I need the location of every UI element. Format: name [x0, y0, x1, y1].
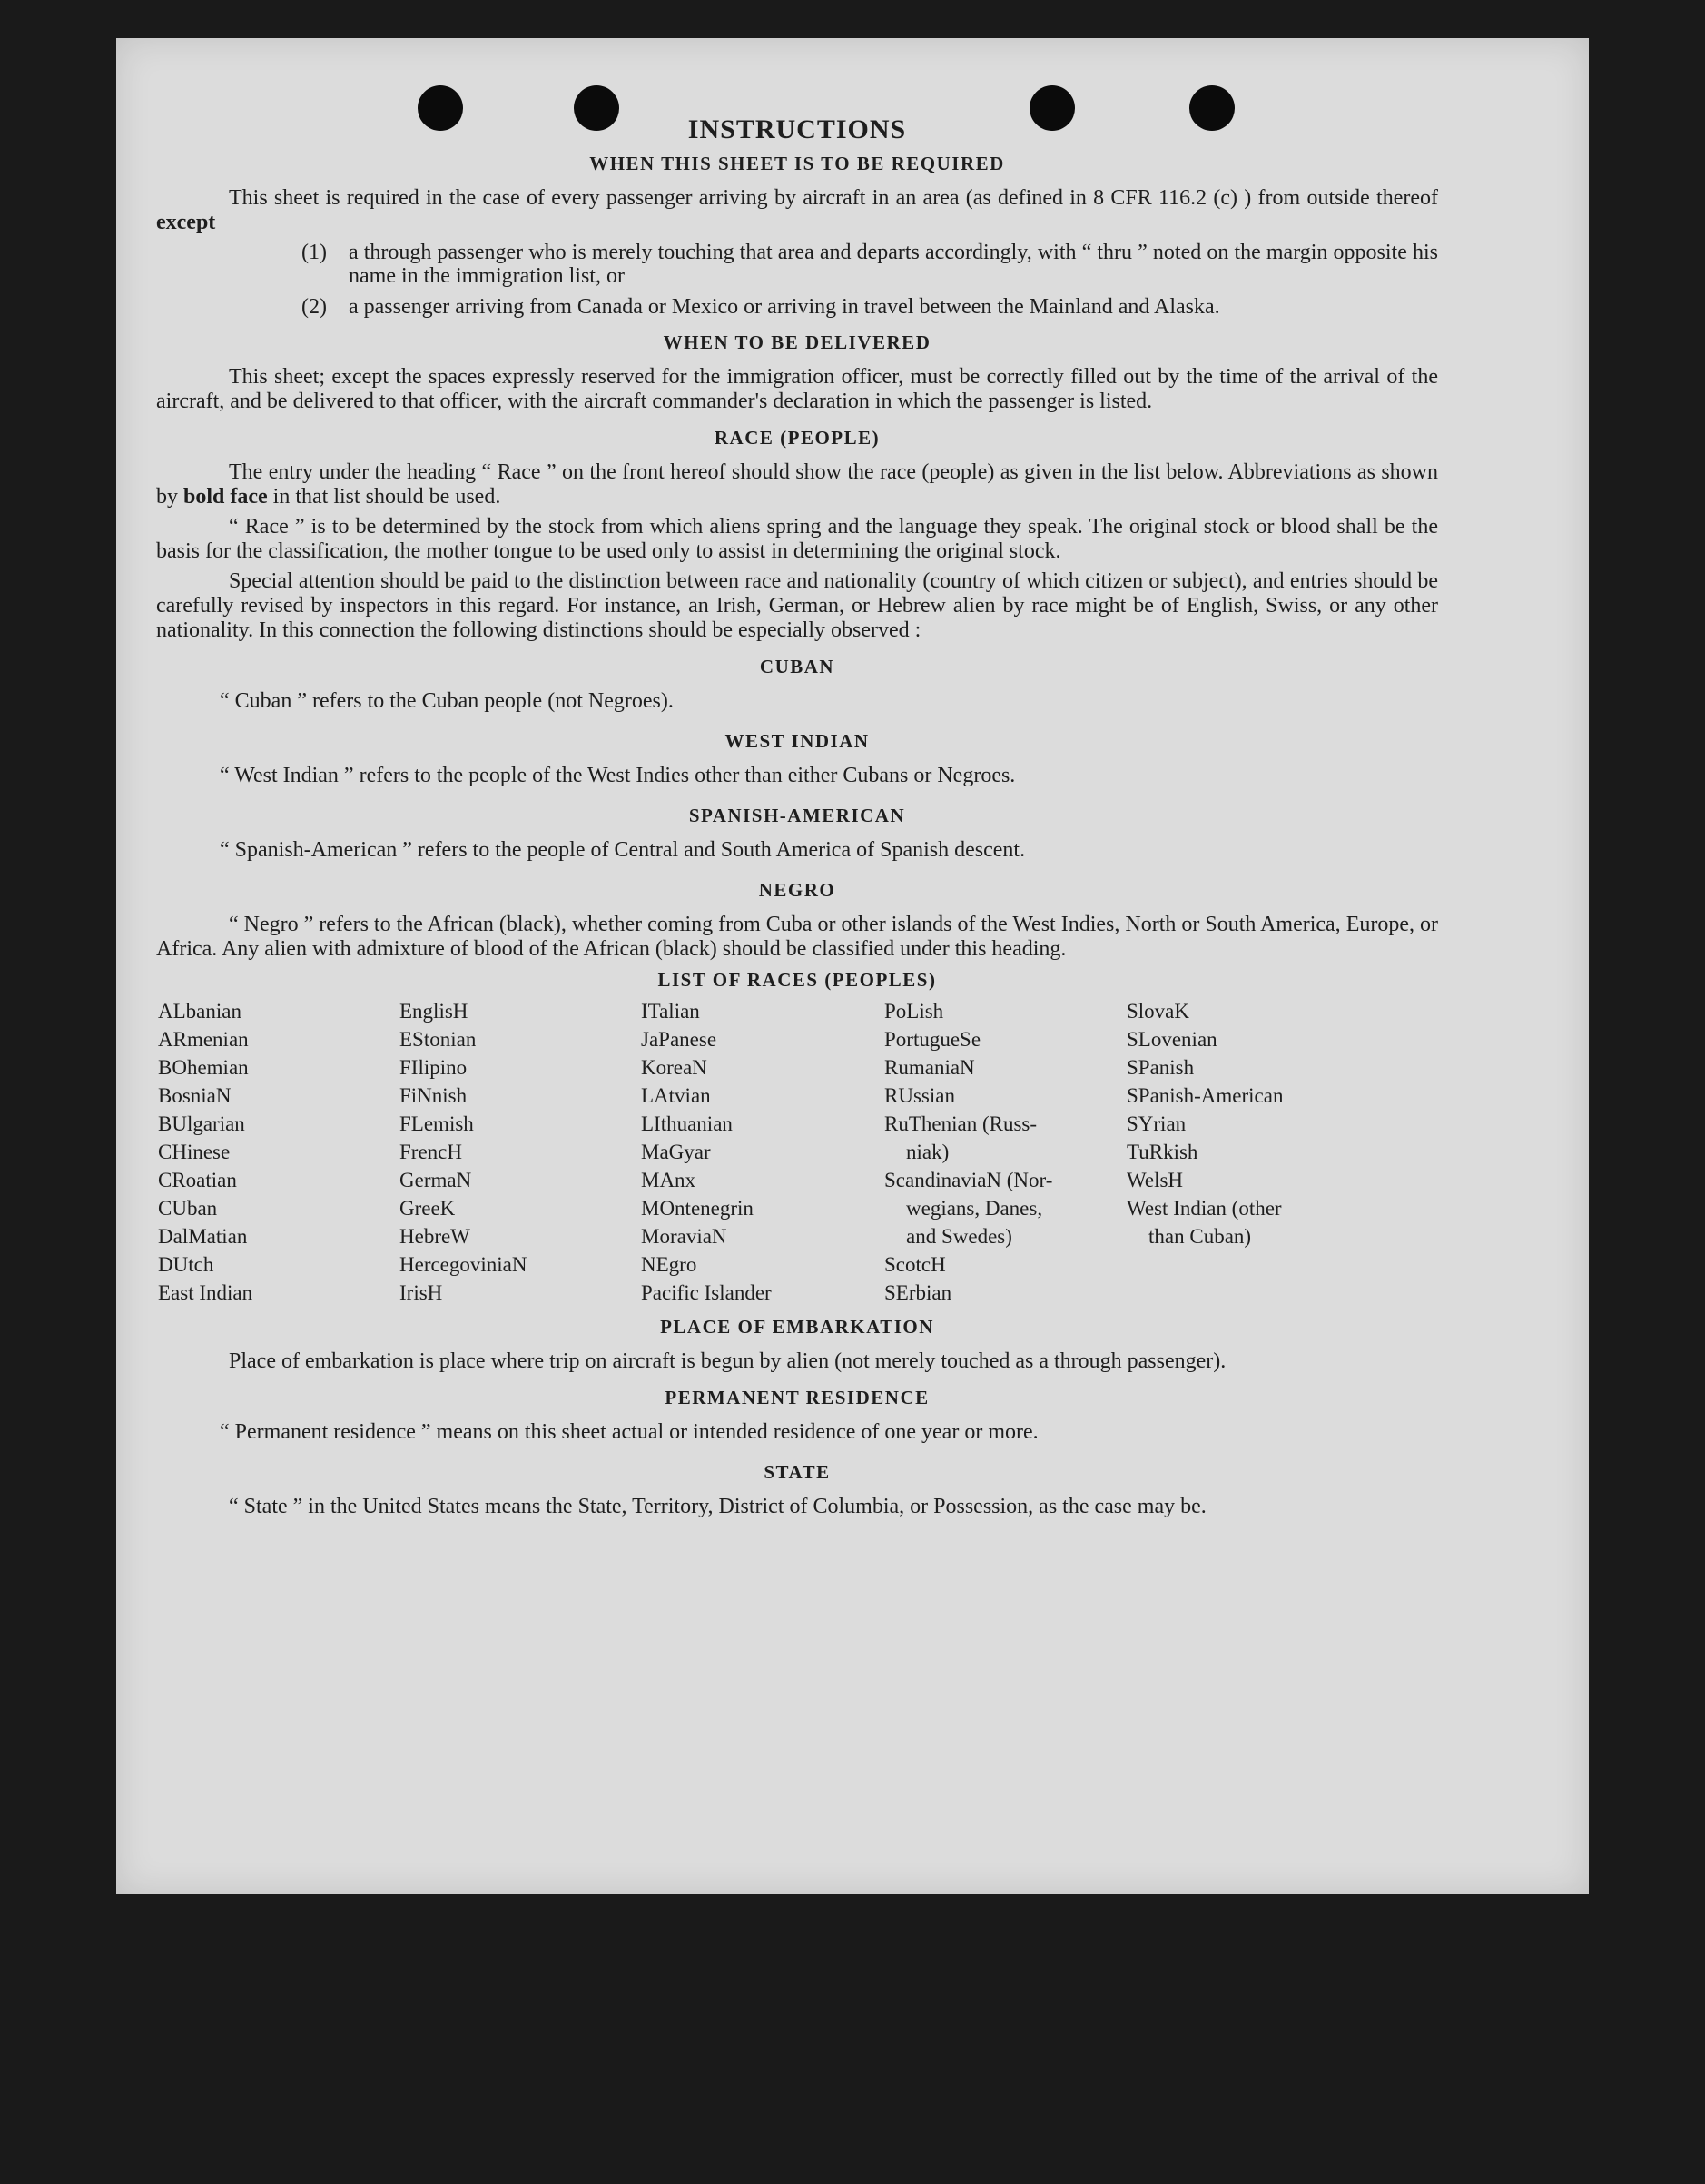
race-entry: RumaniaN — [884, 1056, 975, 1079]
race-entry: and Swedes) — [906, 1225, 1012, 1248]
race-entry: MaGyar — [641, 1141, 711, 1163]
races-list — [158, 997, 1438, 1307]
state-text: “ State ” in the United States means the State, Territory, District of Columbia, or Possession, as the case may be. — [229, 1495, 1207, 1518]
race-entry: PoLish — [884, 1000, 944, 1023]
race-entry: ScotcH — [884, 1253, 946, 1276]
race-entry: HercegoviniaN — [399, 1253, 527, 1276]
race-entry: GreeK — [399, 1197, 456, 1220]
race-entry: East Indian — [158, 1281, 253, 1304]
race-entry: SlovaK — [1127, 1000, 1189, 1023]
race-entry: FiNnish — [399, 1084, 468, 1107]
spanish-american-text: “ Spanish-American ” refers to the people of Central and South America of Spanish descent. — [220, 838, 1026, 862]
race-entry: CRoatian — [158, 1169, 237, 1191]
heading-spanish-american: SPANISH-AMERICAN — [688, 805, 906, 826]
heading-required: WHEN THIS SHEET IS TO BE REQUIRED — [589, 153, 1005, 174]
races-column — [641, 997, 884, 1307]
race-entry: MoraviaN — [641, 1225, 727, 1248]
race-entry: HebreW — [399, 1225, 470, 1248]
races-column — [399, 997, 641, 1307]
race-entry: CUban — [158, 1197, 218, 1220]
race-entry: LIthuanian — [641, 1112, 733, 1135]
heading-negro: NEGRO — [758, 879, 836, 901]
heading-delivered: WHEN TO BE DELIVERED — [663, 331, 931, 353]
race-entry: EStonian — [399, 1028, 477, 1051]
embarkation-text: Place of embarkation is place where trip on aircraft is begun by alien (not merely touched as a through passenger). — [229, 1349, 1227, 1373]
heading-embarkation: PLACE OF EMBARKATION — [660, 1316, 934, 1338]
west-indian-text: “ West Indian ” refers to the people of the West Indies other than either Cubans or Negroes. — [220, 764, 1016, 787]
race-entry: SYrian — [1127, 1112, 1187, 1135]
race-entry: TuRkish — [1127, 1141, 1198, 1163]
residence-text: “ Permanent residence ” means on this sheet actual or intended residence of one year or more. — [220, 1420, 1039, 1444]
race-entry: NEgro — [641, 1253, 697, 1276]
race-paragraph-3: Special attention should be paid to the distinction between race and nationality (country of which citizen or subject), and entries should be carefully revised by inspectors in this regard. For instance, an Irish, German, or Hebrew alien by race might be of English, Swiss, or any other nationality. In this connection the following distinctions should be especially observed : — [156, 569, 1438, 642]
heading-race: RACE (PEOPLE) — [714, 427, 881, 449]
required-intro: This sheet is required in the case of every passenger arriving by aircraft in an area (as defined in 8 CFR 116.2 (c) ) from outside thereof except — [156, 186, 1438, 234]
race-entry: ALbanian — [158, 1000, 241, 1023]
race-entry: wegians, Danes, — [906, 1197, 1043, 1220]
race-entry: MAnx — [641, 1169, 696, 1191]
race-entry: SLovenian — [1127, 1028, 1217, 1051]
race-entry: DalMatian — [158, 1225, 248, 1248]
races-column — [1127, 997, 1372, 1307]
page-title: INSTRUCTIONS — [687, 114, 907, 144]
race-entry: CHinese — [158, 1141, 231, 1163]
race-paragraph-2: “ Race ” is to be determined by the stock from which aliens spring and the language they speak. The original stock or blood shall be the basis for the classification, the mother tongue to be used only to assist in determining the original stock. — [156, 515, 1438, 563]
race-entry: GermaN — [399, 1169, 472, 1191]
race-entry: BOhemian — [158, 1056, 249, 1079]
race-entry: ScandinaviaN (Nor- — [884, 1169, 1053, 1191]
exception-item: (2) a passenger arriving from Canada or Mexico or arriving in travel between the Mainland and Alaska. — [301, 295, 1220, 319]
race-entry: Pacific Islander — [641, 1281, 772, 1304]
race-entry: RUssian — [884, 1084, 955, 1107]
race-entry: FrencH — [399, 1141, 462, 1163]
exception-item: (1) a through passenger who is merely touching that area and departs accordingly, with “ thru ” noted on the margin opposite his name in the immigration list, or — [301, 241, 1438, 288]
race-paragraph-1: The entry under the heading “ Race ” on the front hereof should show the race (people) as given in the list below. Abbreviations as shown by bold face in that list should be used. — [156, 460, 1438, 509]
race-entry: niak) — [906, 1141, 950, 1163]
race-entry: ARmenian — [158, 1028, 249, 1051]
race-entry: BosniaN — [158, 1084, 232, 1107]
race-entry: EnglisH — [399, 1000, 468, 1023]
delivered-text: This sheet; except the spaces expressly reserved for the immigration officer, must be correctly filled out by the time of the arrival of the aircraft, and be delivered to that officer, with the aircraft commander's declaration in which the passenger is listed. — [156, 365, 1438, 413]
race-entry: SPanish — [1127, 1056, 1195, 1079]
race-entry: SErbian — [884, 1281, 952, 1304]
race-entry: FLemish — [399, 1112, 474, 1135]
race-entry: RuThenian (Russ- — [884, 1112, 1038, 1135]
negro-text: “ Negro ” refers to the African (black), whether coming from Cuba or other islands of the West Indies, North or South America, Europe, or Africa. Any alien with admixture of blood of the African (black) should be classified under this heading. — [156, 913, 1438, 961]
heading-list-of-races: LIST OF RACES (PEOPLES) — [657, 969, 937, 991]
race-entry: DUtch — [158, 1253, 214, 1276]
race-entry: WelsH — [1127, 1169, 1184, 1191]
race-entry: FIlipino — [399, 1056, 468, 1079]
races-column — [884, 997, 1127, 1307]
race-entry: JaPanese — [641, 1028, 717, 1051]
race-entry: ITalian — [641, 1000, 700, 1023]
race-entry: SPanish-American — [1127, 1084, 1284, 1107]
heading-state: STATE — [764, 1461, 831, 1483]
race-entry: KoreaN — [641, 1056, 707, 1079]
race-entry: IrisH — [399, 1281, 443, 1304]
race-entry: LAtvian — [641, 1084, 711, 1107]
heading-cuban: CUBAN — [759, 656, 835, 677]
races-column — [158, 997, 399, 1307]
instructions-content — [156, 114, 1438, 1525]
race-entry: MOntenegrin — [641, 1197, 754, 1220]
race-entry: PortugueSe — [884, 1028, 981, 1051]
race-entry: than Cuban) — [1148, 1225, 1252, 1248]
cuban-text: “ Cuban ” refers to the Cuban people (not Negroes). — [220, 689, 674, 713]
heading-west-indian: WEST INDIAN — [724, 730, 870, 752]
race-entry: BUlgarian — [158, 1112, 245, 1135]
heading-permanent-residence: PERMANENT RESIDENCE — [665, 1387, 930, 1408]
race-entry: West Indian (other — [1127, 1197, 1282, 1220]
